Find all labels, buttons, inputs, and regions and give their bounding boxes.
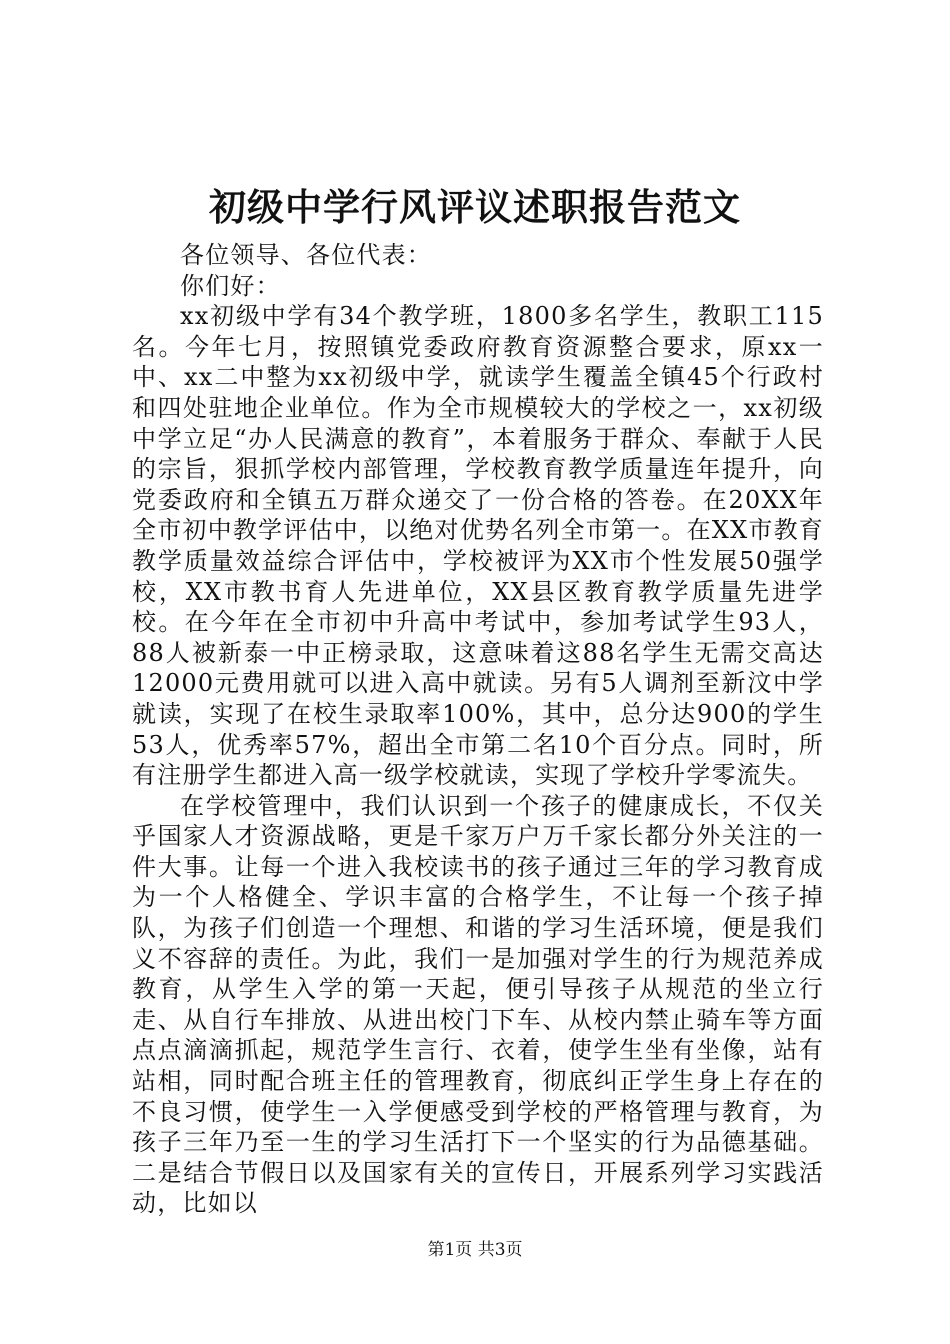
salutation: 各位领导、各位代表： [180,241,432,269]
document-title: 初级中学行风评议述职报告范文 [209,185,741,229]
paragraph-1: xx初级中学有34个教学班，1800多名学生，教职工115名。今年七月，按照镇党委政府教育资源整合要求，原xx一中、xx二中整为xx初级中学，就读学生覆盖全镇45个行政村和四处驻地企业单位。作为全市规模较大的学校之一，xx初级中学立足“办人民满意的教育”，本着服务于群众、奉献于人民的宗旨，狠抓学校内部管理，学校教育教学质量连年提升，向党委政府和全镇五万群众递交了一份合格的答卷。在20XX年全市初中教学评估中，以绝对优势名列全市第一。在XX市教育教学质量效益综合评估中，学校被评为XX市个性发展50强学校，XX市教书育人先进单位，XX县区教育教学质量先进学校。在今年在全市初中升高中考试中，参加考试学生93人，88人被新泰一中正榜录取，这意味着这88名学生无需交高达12000元费用就可以进入高中就读。另有5人调剂至新汶中学就读，实现了在校生录取率100%，其中，总分达900的学生53人，优秀率57%，超出全市第二名10个百分点。同时，所有注册学生都进入高一级学校就读，实现了学校升学零流失。 [132,302,824,790]
page-footer: 第1页 共3页 [427,1240,523,1260]
paragraph-2: 在学校管理中，我们认识到一个孩子的健康成长，不仅关乎国家人才资源战略，更是千家万户万千家长都分外关注的一件大事。让每一个进入我校读书的孩子通过三年的学习教育成为一个人格健全、学识丰富的合格学生，不让每一个孩子掉队，为孩子们创造一个理想、和谐的学习生活环境，便是我们义不容辞的责任。为此，我们一是加强对学生的行为规范养成教育，从学生入学的第一天起，便引导孩子从规范的坐立行走、从自行车排放、从进出校门下车、从校内禁止骑车等方面点点滴滴抓起，规范学生言行、衣着，使学生坐有坐像，站有站相，同时配合班主任的管理教育，彻底纠正学生身上存在的不良习惯，使学生一入学便感受到学校的严格管理与教育，为孩子三年乃至一生的学习生活打下一个坚实的行为品德基础。二是结合节假日以及国家有关的宣传日，开展系列学习实践活动，比如以 [132,791,824,1218]
greeting: 你们好： [180,271,281,300]
document-body [132,240,824,1219]
